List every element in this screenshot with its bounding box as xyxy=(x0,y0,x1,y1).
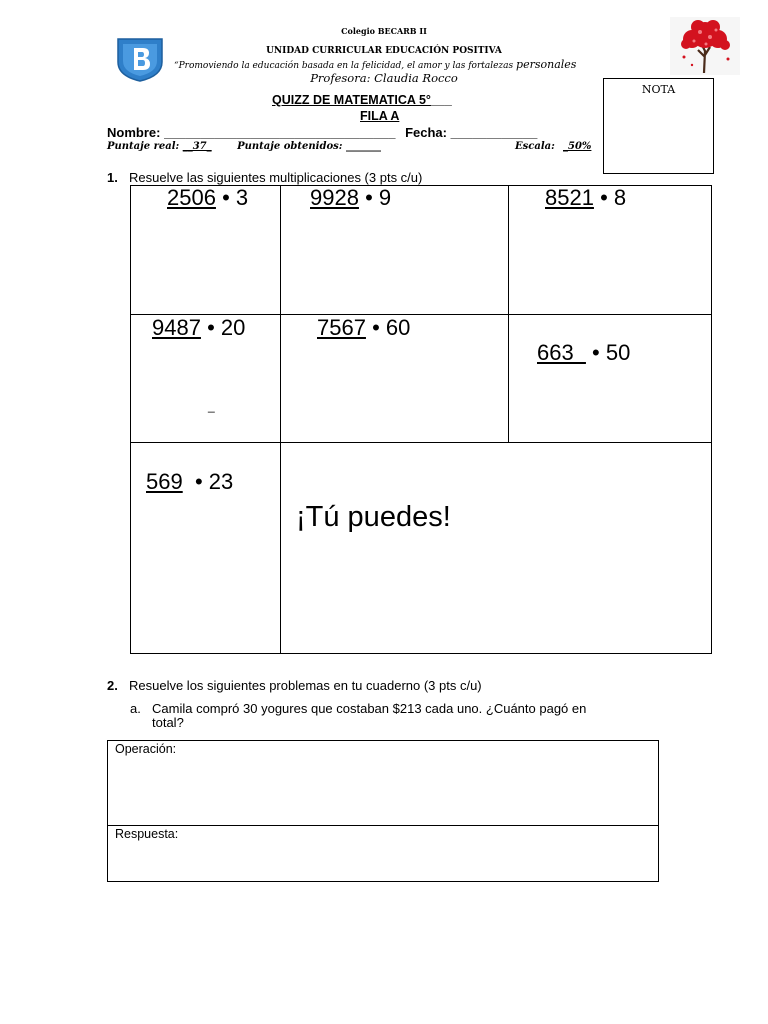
problem-2 xyxy=(310,185,391,211)
answer-area[interactable] xyxy=(108,844,658,880)
problem-a xyxy=(130,702,586,730)
encouragement-text: ¡Tú puedes! xyxy=(296,501,451,533)
problem-3-operator: • 8 xyxy=(593,185,627,210)
problem-6-operator: • 50 xyxy=(585,340,631,365)
score-line xyxy=(107,141,597,152)
problem-a-line-2: total? xyxy=(152,715,184,730)
real-score-value: __37_ xyxy=(182,141,212,152)
problem-6-number: 663 xyxy=(537,340,586,365)
problem-5-operator: • 60 xyxy=(365,315,411,340)
motto-text: “Promoviendo la educación basada en la felicidad, el amor y las fortalezas xyxy=(174,61,514,71)
scale-label: Escala: xyxy=(515,141,555,152)
motto-end: personales xyxy=(516,58,577,71)
quiz-grade-blank: ___ xyxy=(430,93,452,107)
real-score-label: Puntaje real: xyxy=(107,141,180,152)
quiz-title-text: QUIZZ DE MATEMATICA 5° xyxy=(272,93,431,107)
section-2-instruction: Resuelve los siguientes problemas en tu cuaderno (3 pts c/u) xyxy=(129,678,482,693)
date-field[interactable]: ____________ xyxy=(450,125,538,140)
problem-1-number: 2506 xyxy=(167,185,216,210)
problem-a-line-1: Camila compró 30 yogures que costaban $213 cada uno. ¿Cuánto pagó en xyxy=(152,701,587,716)
quiz-title xyxy=(272,93,452,107)
curricular-unit: UNIDAD CURRICULAR EDUCACIÓN POSITIVA xyxy=(266,46,502,56)
problem-a-letter: a. xyxy=(130,701,141,716)
problem-2-operator: • 9 xyxy=(358,185,392,210)
school-name: Colegio BECARB II xyxy=(341,26,427,36)
problem-4 xyxy=(152,315,245,341)
section-1-number: 1. xyxy=(107,170,118,185)
obtained-score-label: Puntaje obtenidos: xyxy=(237,141,343,152)
operation-area[interactable] xyxy=(108,759,658,823)
problem-4-operator: • 20 xyxy=(200,315,246,340)
problem-5-number: 7567 xyxy=(317,315,366,340)
problem-1-operator: • 3 xyxy=(215,185,249,210)
teacher-name: Profesora: Claudia Rocco xyxy=(310,71,458,85)
multiplication-grid xyxy=(130,185,712,654)
section-2-number: 2. xyxy=(107,678,118,693)
motto xyxy=(174,58,576,71)
problem-6 xyxy=(537,340,630,366)
operation-label: Operación: xyxy=(115,742,177,756)
problem-3 xyxy=(545,185,626,211)
date-label: Fecha: xyxy=(405,125,447,140)
problem-5 xyxy=(317,315,410,341)
name-date-line xyxy=(107,125,537,140)
problem-1 xyxy=(167,185,248,211)
problem-4-number: 9487 xyxy=(152,315,201,340)
problem-7-operator: • 23 xyxy=(182,469,234,494)
section-1-instruction: Resuelve las siguientes multiplicaciones (3 pts c/u) xyxy=(129,170,423,185)
quiz-row-label: FILA A xyxy=(360,109,400,123)
section-1-heading xyxy=(107,170,422,185)
name-field[interactable]: ________________________________ xyxy=(164,125,396,140)
scale-value: _50% xyxy=(563,141,592,152)
problem-3-number: 8521 xyxy=(545,185,594,210)
problem-2-number: 9928 xyxy=(310,185,359,210)
stray-mark: _ xyxy=(208,399,215,413)
obtained-score-field[interactable]: _______ xyxy=(345,141,381,152)
name-label: Nombre: xyxy=(107,125,161,140)
problem-7 xyxy=(146,469,233,495)
grade-box xyxy=(603,78,714,174)
answer-box xyxy=(107,740,659,882)
problem-7-number: 569 xyxy=(146,469,183,494)
answer-label: Respuesta: xyxy=(115,827,179,841)
section-2-heading xyxy=(107,678,482,693)
grade-label: NOTA xyxy=(641,83,676,96)
